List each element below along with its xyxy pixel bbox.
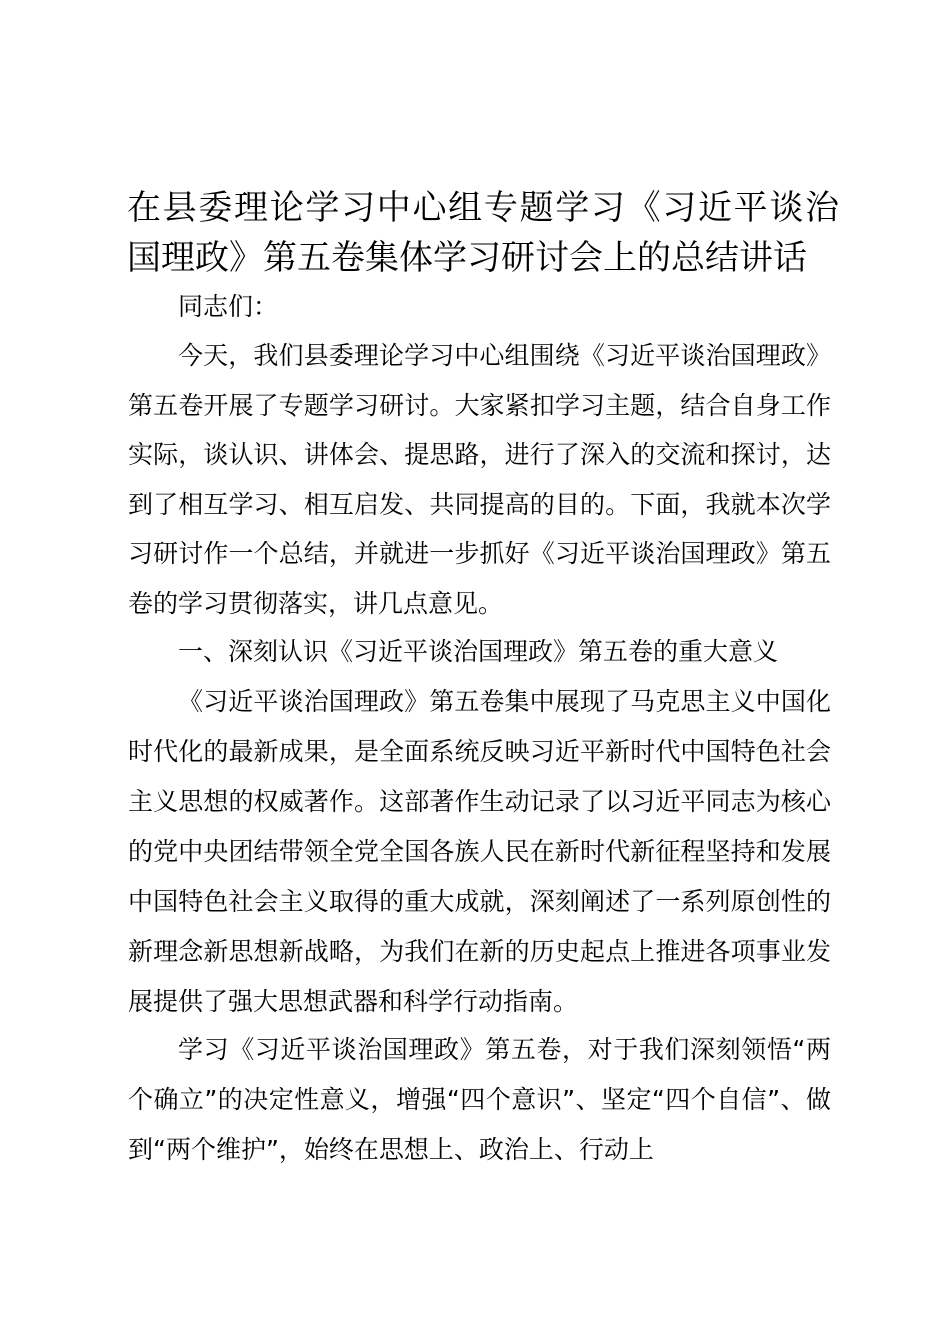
section-paragraph-continued: 学习《习近平谈治国理政》第五卷，对于我们深刻领悟“两个确立”的决定性意义，增强“四个意识”、坚定“四个自信”、做到“两个维护”，始终在思想上、政治上、行动上: [128, 1035, 831, 1164]
salutation: 同志们：: [178, 292, 279, 321]
section-heading: 一、深刻认识《习近平谈治国理政》第五卷的重大意义: [178, 637, 779, 666]
section-paragraph: 《习近平谈治国理政》第五卷集中展现了马克思主义中国化时代化的最新成果，是全面系统反映习近平新时代中国特色社会主义思想的权威著作。这部著作生动记录了以习近平同志为核心的党中央团结带领全党全国各族人民在新时代新征程坚持和发展中国特色社会主义取得的重大成就，深刻阐述了一系列原创性的新理念新思想新战略，为我们在新的历史起点上推进各项事业发展提供了强大思想武器和科学行动指南。: [128, 687, 831, 1016]
document-title: 在县委理论学习中心组专题学习《习近平谈治国理政》第五卷集体学习研讨会上的总结讲话: [127, 188, 839, 278]
intro-paragraph: 今天，我们县委理论学习中心组围绕《习近平谈治国理政》第五卷开展了专题学习研讨。大家紧扣学习主题，结合自身工作实际，谈认识、讲体会、提思路，进行了深入的交流和探讨，达到了相互学习、相互启发、共同提高的目的。下面，我就本次学习研讨作一个总结，并就进一步抓好《习近平谈治国理政》第五卷的学习贯彻落实，讲几点意见。: [128, 341, 831, 618]
